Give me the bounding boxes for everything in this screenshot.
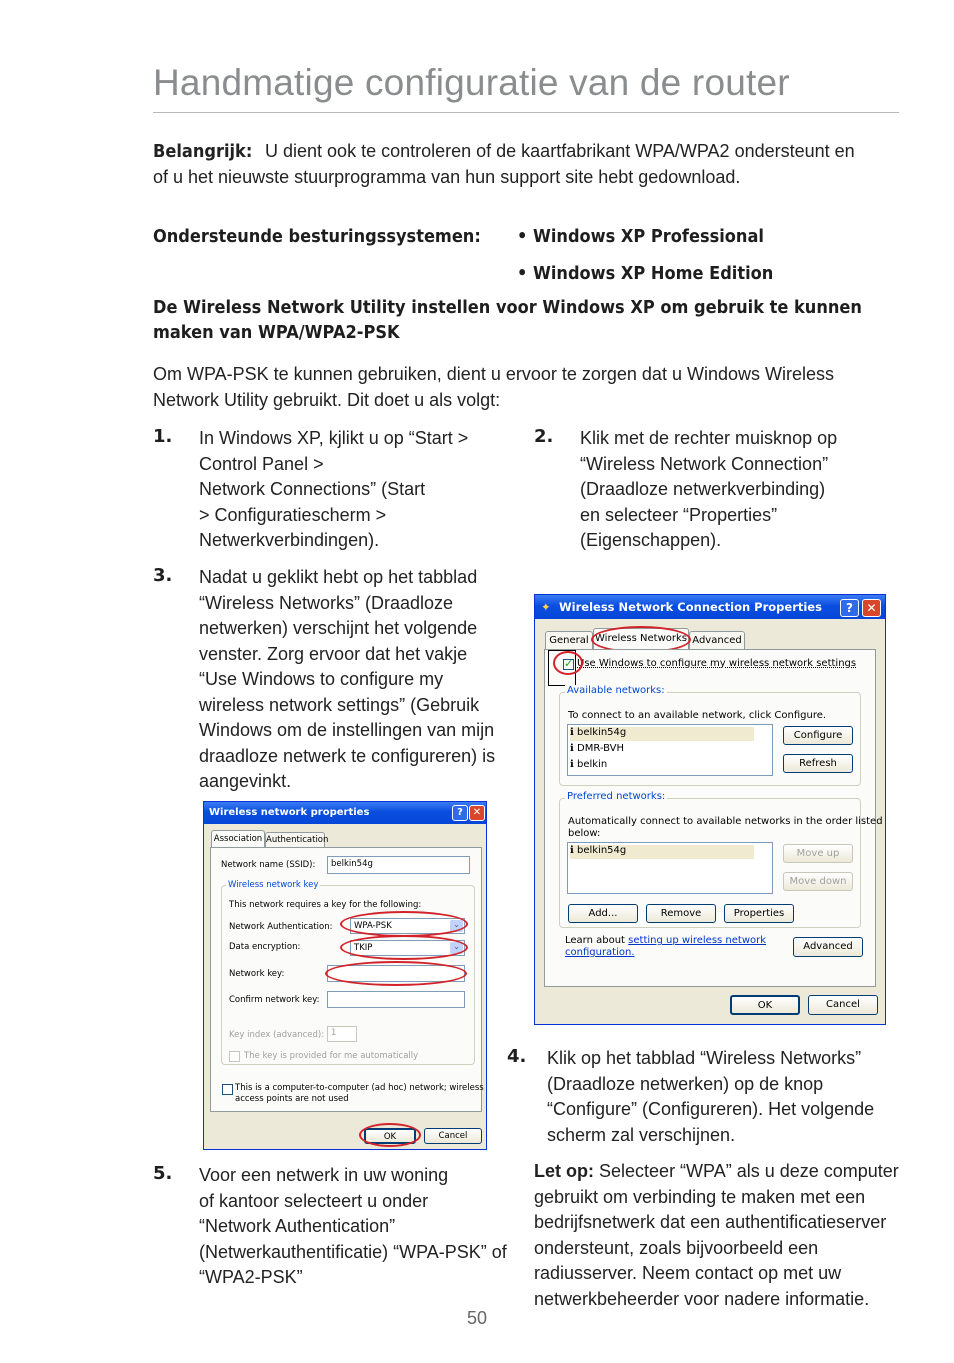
tab-authentication[interactable]: Authentication bbox=[265, 832, 325, 847]
highlight-auth bbox=[340, 911, 468, 937]
properties-button[interactable]: Properties bbox=[724, 904, 794, 923]
wireless-antenna-icon: ℹ bbox=[570, 727, 574, 738]
step1-line: In Windows XP, kjlikt u op “Start > bbox=[199, 428, 469, 448]
network-name: belkin54g bbox=[577, 727, 627, 738]
dialog2-titlebar bbox=[204, 802, 486, 824]
step5-line: Voor een netwerk in uw woning bbox=[199, 1165, 449, 1185]
antenna-icon: ℹ bbox=[570, 743, 574, 754]
wireless-connection-properties-dialog bbox=[534, 594, 886, 1025]
adhoc-line2: access points are not used bbox=[235, 1094, 349, 1104]
antenna-icon: ℹ bbox=[570, 759, 574, 770]
step1-text bbox=[199, 426, 468, 554]
learn-link-cont[interactable]: configuration. bbox=[565, 947, 635, 958]
os-item-xp-pro: • Windows XP Professional bbox=[517, 226, 764, 247]
page-title: Handmatige configuratie van de router bbox=[153, 62, 790, 103]
step4-line: Klik op het tabblad “Wireless Networks” bbox=[547, 1048, 862, 1068]
title-divider bbox=[153, 112, 899, 113]
adhoc-checkbox[interactable] bbox=[222, 1084, 233, 1095]
preferred-networks-label: Preferred networks: bbox=[567, 791, 666, 802]
step2-line: Klik met de rechter muisknop op bbox=[580, 428, 838, 448]
available-networks-label: Available networks: bbox=[567, 685, 665, 696]
page-number: 50 bbox=[466, 1308, 488, 1328]
note-line: bedrijfsnetwerk dat een authentificatieserver bbox=[534, 1212, 887, 1232]
use-windows-label: Use Windows to configure my wireless network settings bbox=[577, 658, 857, 669]
remove-button[interactable]: Remove bbox=[646, 904, 716, 923]
section-heading-line1: De Wireless Network Utility instellen voor Windows XP om gebruik te kunnen bbox=[153, 297, 862, 318]
note-line: netwerkbeheerder voor nadere informatie. bbox=[534, 1288, 870, 1309]
network-name: DMR-BVH bbox=[577, 743, 625, 754]
learn-link[interactable]: setting up wireless network bbox=[628, 935, 767, 946]
network-name: belkin bbox=[577, 759, 608, 770]
list-item[interactable] bbox=[570, 845, 754, 859]
highlight-encryption bbox=[340, 935, 468, 960]
step2-text bbox=[580, 426, 837, 554]
refresh-button[interactable]: Refresh bbox=[783, 754, 853, 773]
ssid-value: belkin54g bbox=[331, 859, 373, 869]
ssid-input[interactable] bbox=[327, 856, 470, 874]
important-line2: of u het nieuwste stuurprogramma van hun support site hebt gedownload. bbox=[153, 166, 741, 187]
os-item-xp-home: • Windows XP Home Edition bbox=[517, 263, 774, 284]
step5-line: (Netwerkauthentificatie) “WPA-PSK” of bbox=[199, 1241, 507, 1262]
note-paragraph bbox=[534, 1159, 899, 1312]
step1-number: 1. bbox=[153, 426, 173, 447]
step5-line: of kantoor selecteert u onder bbox=[199, 1190, 429, 1211]
auth-label: Network Authentication: bbox=[229, 922, 333, 932]
keyindex-spinner[interactable] bbox=[327, 1026, 357, 1042]
step4-text bbox=[547, 1046, 874, 1148]
note-line: radiusserver. Neem contact op met uw bbox=[534, 1263, 842, 1283]
os-label: Ondersteunde besturingssystemen: bbox=[153, 226, 481, 247]
confirm-label: Confirm network key: bbox=[229, 995, 320, 1005]
intro-line1: Om WPA-PSK te kunnen gebruiken, dient u ervoor te zorgen dat u Windows Wireless bbox=[153, 364, 834, 384]
step3-line: “Wireless Networks” (Draadloze bbox=[199, 592, 454, 613]
step3-line: Windows om de instellingen van mijn bbox=[199, 720, 495, 740]
dialog1-title: Wireless Network Connection Properties bbox=[559, 600, 822, 614]
list-item[interactable] bbox=[570, 759, 607, 770]
step3-text bbox=[199, 565, 495, 795]
section-heading-line2: maken van WPA/WPA2-PSK bbox=[153, 322, 400, 343]
step2-line: “Wireless Network Connection” bbox=[580, 453, 829, 474]
tab-general[interactable]: General bbox=[545, 631, 593, 649]
section-intro bbox=[153, 362, 834, 413]
highlight-checkbox bbox=[553, 651, 583, 675]
network-icon: ✦ bbox=[541, 600, 551, 614]
step2-line: (Draadloze netwerkverbinding) bbox=[580, 479, 826, 499]
help-icon[interactable]: ? bbox=[840, 599, 859, 617]
ssid-label: Network name (SSID): bbox=[221, 860, 316, 870]
highlight-netkey bbox=[325, 961, 467, 986]
step1-line: > Configuratiescherm > bbox=[199, 504, 387, 525]
chevron-down-icon: ⌄ bbox=[450, 942, 463, 954]
wireless-antenna-icon: ℹ bbox=[570, 845, 574, 856]
confirm-key-input[interactable] bbox=[327, 991, 465, 1008]
preferred-networks-list bbox=[567, 842, 773, 894]
step5-number: 5. bbox=[153, 1163, 173, 1184]
cancel-button[interactable]: Cancel bbox=[808, 995, 878, 1015]
dialog1-titlebar bbox=[535, 595, 885, 619]
step5-line: “WPA2-PSK” bbox=[199, 1267, 303, 1287]
step4-number: 4. bbox=[507, 1046, 527, 1067]
use-windows-checkbox[interactable]: ✓ bbox=[564, 657, 574, 670]
step3-line: netwerken) verschijnt het volgende bbox=[199, 618, 478, 638]
note-label: Let op: bbox=[534, 1161, 594, 1181]
available-networks-list bbox=[567, 724, 773, 776]
keyindex-value: 1 bbox=[331, 1028, 337, 1038]
note-line: gebruikt om verbinding te maken met een bbox=[534, 1186, 866, 1207]
highlight-ok bbox=[359, 1123, 421, 1147]
step3-line: Nadat u geklikt hebt op het tabblad bbox=[199, 567, 478, 587]
auth-value: WPA-PSK bbox=[354, 921, 392, 931]
auto-key-checkbox[interactable] bbox=[229, 1051, 240, 1062]
ok-button[interactable]: OK bbox=[364, 1128, 416, 1144]
netkey-label: Network key: bbox=[229, 969, 285, 979]
step1-line: Control Panel > bbox=[199, 453, 324, 474]
wireless-network-properties-dialog bbox=[203, 801, 487, 1150]
ok-button[interactable]: OK bbox=[730, 995, 800, 1015]
key-group-label: Wireless network key bbox=[228, 880, 319, 890]
dialog2-panel bbox=[210, 847, 482, 1112]
advanced-button[interactable]: Advanced bbox=[793, 937, 863, 957]
tab-wireless-networks[interactable]: Wireless Networks bbox=[593, 628, 689, 649]
available-desc: To connect to an available network, click Configure. bbox=[568, 710, 827, 721]
learn-about-label: Learn about bbox=[565, 935, 625, 946]
preferred-desc-line1: Automatically connect to available networks in the order listed bbox=[568, 816, 883, 827]
step3-line: wireless network settings” (Gebruik bbox=[199, 694, 480, 715]
step3-line: “Use Windows to configure my bbox=[199, 669, 444, 689]
note-line: Selecteer “WPA” als u deze computer bbox=[599, 1161, 899, 1181]
move-down-button[interactable]: Move down bbox=[783, 872, 853, 891]
auto-key-label: The key is provided for me automatically bbox=[244, 1051, 419, 1061]
enc-label: Data encryption: bbox=[229, 942, 301, 952]
step1-line: Netwerkverbindingen). bbox=[199, 530, 380, 550]
list-item[interactable] bbox=[570, 727, 754, 741]
cancel-button[interactable]: Cancel bbox=[424, 1128, 482, 1144]
dialog2-title: Wireless network properties bbox=[209, 807, 370, 818]
list-item[interactable] bbox=[570, 743, 624, 754]
step1-line: Network Connections” (Start bbox=[199, 479, 426, 499]
important-line1: U dient ook te controleren of de kaartfabrikant WPA/WPA2 ondersteunt en bbox=[265, 141, 855, 161]
step4-line: “Configure” (Configureren). Het volgende bbox=[547, 1099, 875, 1119]
configure-button[interactable]: Configure bbox=[783, 726, 853, 745]
close-icon[interactable]: ✕ bbox=[862, 599, 881, 617]
step3-line: aangevinkt. bbox=[199, 771, 292, 791]
important-paragraph bbox=[153, 139, 899, 190]
add-button[interactable]: Add... bbox=[568, 904, 638, 923]
step5-text bbox=[199, 1163, 507, 1291]
network-name: belkin54g bbox=[577, 845, 627, 856]
learn-text bbox=[565, 935, 766, 946]
step2-line: (Eigenschappen). bbox=[580, 530, 722, 550]
important-label: Belangrijk: bbox=[153, 141, 253, 162]
keyindex-label: Key index (advanced): bbox=[229, 1030, 325, 1040]
key-desc: This network requires a key for the following: bbox=[229, 900, 422, 910]
tab-advanced[interactable]: Advanced bbox=[689, 631, 745, 649]
step2-line: en selecteer “Properties” bbox=[580, 504, 778, 525]
step3-line: draadloze netwerk te configureren) is bbox=[199, 745, 496, 766]
step3-line: venster. Zorg ervoor dat het vakje bbox=[199, 643, 468, 664]
step4-line: (Draadloze netwerken) op de knop bbox=[547, 1073, 824, 1094]
step5-line: “Network Authentication” bbox=[199, 1216, 396, 1236]
help-icon[interactable]: ? bbox=[452, 805, 468, 821]
step2-number: 2. bbox=[534, 426, 554, 447]
enc-value: TKIP bbox=[354, 943, 373, 953]
step3-number: 3. bbox=[153, 565, 173, 586]
note-line: ondersteunt, zoals bijvoorbeeld een bbox=[534, 1237, 819, 1258]
intro-line2: Network Utility gebruikt. Dit doet u als volgt: bbox=[153, 389, 501, 410]
move-up-button[interactable]: Move up bbox=[783, 844, 853, 863]
step4-line: scherm zal verschijnen. bbox=[547, 1124, 736, 1145]
adhoc-line1: This is a computer-to-computer (ad hoc) network; wireless bbox=[235, 1083, 484, 1093]
chevron-down-icon: ⌄ bbox=[450, 920, 463, 932]
close-icon[interactable]: ✕ bbox=[469, 805, 485, 821]
preferred-desc-line2: below: bbox=[568, 828, 601, 839]
dialog1-panel bbox=[544, 649, 883, 987]
tab-association[interactable]: Association bbox=[211, 830, 265, 847]
